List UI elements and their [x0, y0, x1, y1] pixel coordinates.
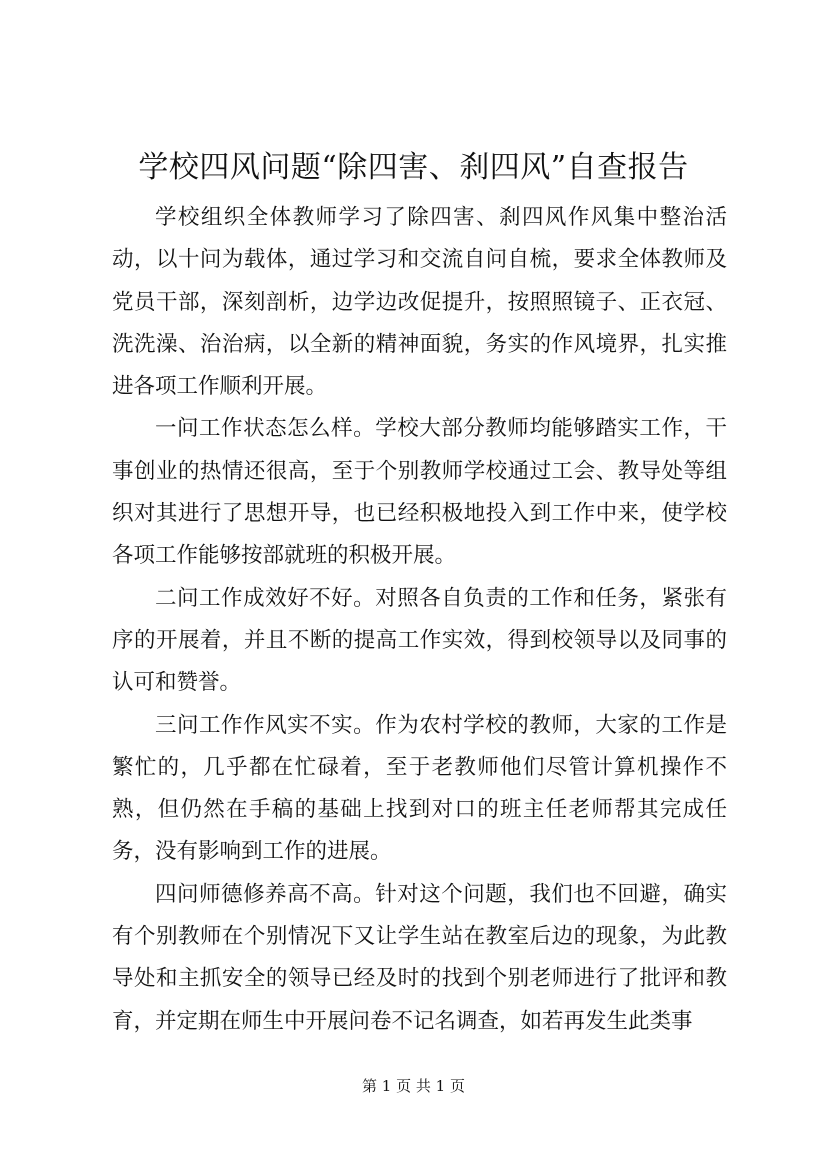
document-body	[112, 197, 727, 1043]
paragraph-question-1: 一问工作状态怎么样。学校大部分教师均能够踏实工作，干事创业的热情还很高，至于个别教师学校通过工会、教导处等组织对其进行了思想开导，也已经积极地投入到工作中来，使学校各项工作能够按部就班的积极开展。	[112, 416, 727, 569]
paragraph-question-3: 三问工作作风实不实。作为农村学校的教师，大家的工作是繁忙的，几乎都在忙碌着，至于老教师他们尽管计算机操作不熟，但仍然在手稿的基础上找到对口的班主任老师帮其完成任务，没有影响到工作的进展。	[112, 712, 727, 865]
paragraph-question-2: 二问工作成效好不好。对照各自负责的工作和任务，紧张有序的开展着，并且不断的提高工作实效，得到校领导以及同事的认可和赞誉。	[112, 585, 727, 696]
paragraph-question-4: 四问师德修养高不高。针对这个问题，我们也不回避，确实有个别教师在个别情况下又让学生站在教室后边的现象，为此教导处和主抓安全的领导已经及时的找到个别老师进行了批评和教育，并定期在师生中开展问卷不记名调查，如若再发生此类事	[112, 881, 727, 1034]
page-footer: 第 1 页 共 1 页	[362, 1077, 465, 1095]
paragraph-intro: 学校组织全体教师学习了除四害、刹四风作风集中整治活动，以十问为载体，通过学习和交流自问自梳，要求全体教师及党员干部，深刻剖析，边学边改促提升，按照照镜子、正衣冠、洗洗澡、治治病，以全新的精神面貌，务实的作风境界，扎实推进各项工作顺利开展。	[112, 205, 727, 400]
document-title: 学校四风问题“除四害、刹四风”自查报告	[138, 150, 689, 185]
